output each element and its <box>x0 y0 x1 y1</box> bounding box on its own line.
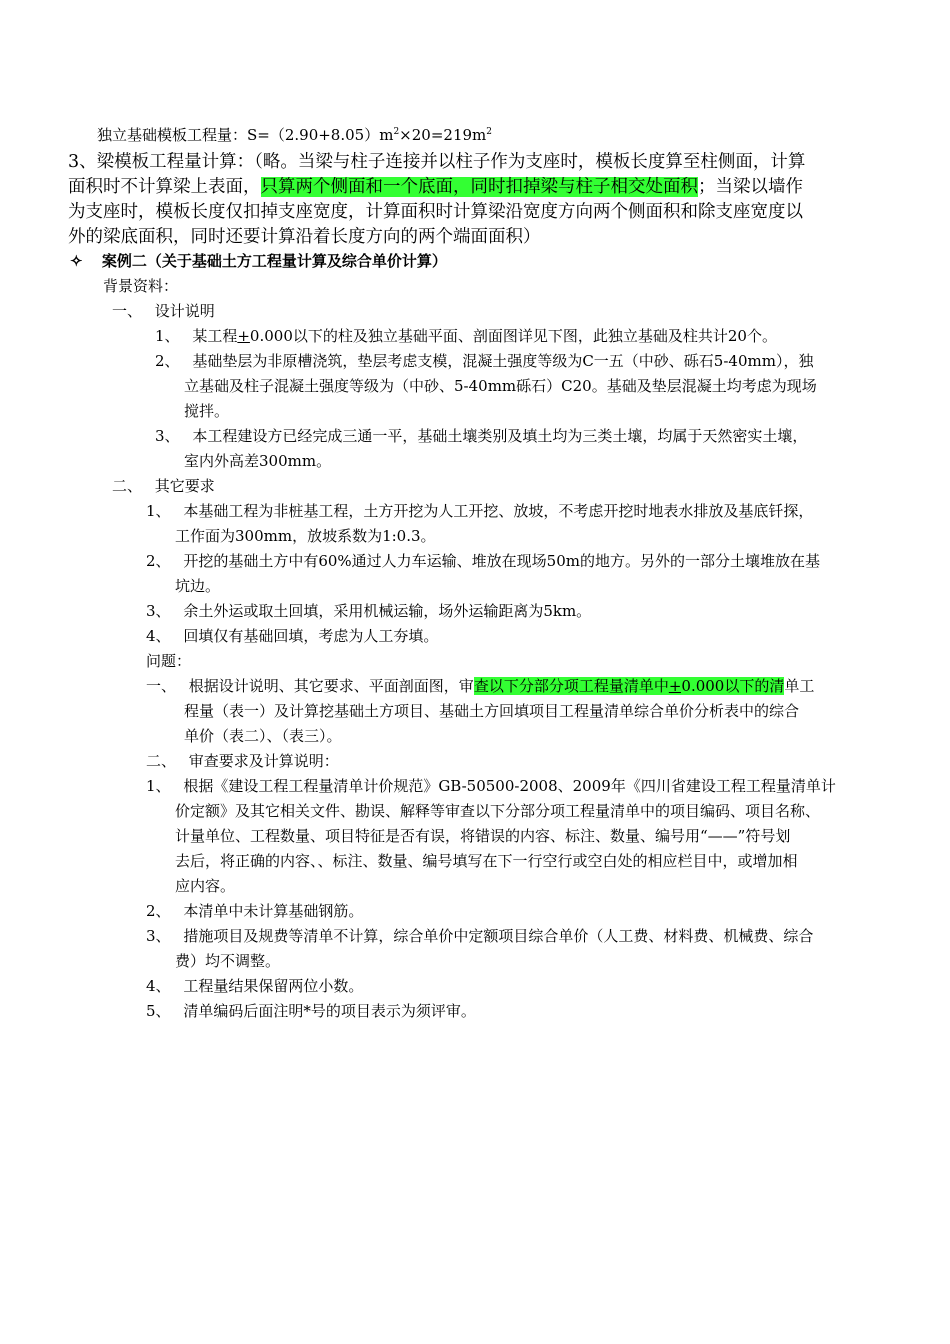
item-number: 5、 <box>146 1002 171 1020</box>
beam-text: 面积时不计算梁上表面， <box>68 177 261 197</box>
item-number: 2、 <box>155 352 180 370</box>
item-text: + <box>237 327 250 345</box>
item-text: 回填仅有基础回填，考虑为人工夯填。 <box>183 627 439 645</box>
item-text: 根据设计说明、其它要求、平面剖面图，审 <box>188 677 474 695</box>
beam-text: ；当梁以墙作 <box>698 177 803 197</box>
item-number: 1、 <box>146 777 171 795</box>
list-item <box>146 550 820 572</box>
beam-paragraph-line: 外的梁底面积，同时还要计算沿着长度方向的两个端面面积） <box>68 227 541 247</box>
list-item <box>146 975 363 997</box>
item-number: 4、 <box>146 977 171 995</box>
item-number: 4、 <box>146 627 171 645</box>
item-continuation: 计量单位、工程数量、项目特征是否有误，将错误的内容、标注、数量、编号用“——”符号划 <box>175 827 791 845</box>
item-text: 本工程建设方已经完成三通一平，基础土壤类别及填土均为三类土壤，均属于天然密实土壤， <box>192 427 808 445</box>
item-text: 某工程 <box>192 327 238 345</box>
list-item <box>146 625 438 647</box>
item-number: 2、 <box>146 552 171 570</box>
item-text: 本清单中未计算基础钢筋。 <box>183 902 364 920</box>
formula-text: 独立基础模板工程量：S=（2.90+8.05）m <box>97 126 394 144</box>
highlighted-text: 只算两个侧面和一个底面，同时扣掉梁与柱子相交处面积 <box>260 177 698 197</box>
list-item <box>146 775 836 797</box>
item-number: 二、 <box>146 752 177 770</box>
question-label: 问题： <box>146 652 192 670</box>
item-text: 开挖的基础土方中有60%通过人力车运输、堆放在现场50m的地方。另外的一部分土壤堆放在基 <box>183 552 820 570</box>
item-text: 0.000以下的柱及独立基础平面、剖面图详见下图，此独立基础及柱共计20个。 <box>249 327 777 345</box>
item-number: 1、 <box>155 327 180 345</box>
highlighted-text: + <box>668 677 682 695</box>
beam-paragraph-line: 为支座时，模板长度仅扣掉支座宽度，计算面积时计算梁沿宽度方向两个侧面积和除支座宽度以 <box>68 202 803 222</box>
list-item <box>155 350 813 372</box>
item-text: 根据《建设工程工程量清单计价规范》GB-50500-2008、2009年《四川省建设工程工程量清单计 <box>183 777 836 795</box>
section-heading <box>112 300 215 322</box>
item-number: 一、 <box>146 677 177 695</box>
item-continuation: 室内外高差300mm。 <box>184 452 332 470</box>
beam-paragraph-line: 3、梁模板工程量计算：（略。当梁与柱子连接并以柱子作为支座时，模板长度算至柱侧面，计算 <box>68 152 806 172</box>
list-item <box>146 600 591 622</box>
list-item <box>155 425 807 447</box>
background-label: 背景资料： <box>103 277 179 295</box>
item-continuation: 单价（表二）、（表三）。 <box>184 727 342 745</box>
item-number: 3、 <box>146 602 171 620</box>
item-continuation: 程量（表一）及计算挖基础土方项目、基础土方回填项目工程量清单综合单价分析表中的综合 <box>184 702 800 720</box>
item-text: 单工 <box>784 677 815 695</box>
formula-line <box>97 124 492 146</box>
item-continuation: 去后，将正确的内容、、标注、数量、编号填写在下一行空行或空白处的相应栏目中，或增加相 <box>175 852 798 870</box>
list-item <box>146 925 813 947</box>
formula-text: ×20=219m <box>399 126 487 144</box>
section-title: 设计说明 <box>154 302 215 320</box>
list-item <box>146 1000 476 1022</box>
case-title: 案例二（关于基础土方工程量计算及综合单价计算） <box>101 252 447 270</box>
item-continuation: 坑边。 <box>175 577 221 595</box>
highlighted-text: 0.000以下的清 <box>681 677 785 695</box>
item-number: 3、 <box>155 427 180 445</box>
formula-sup: 2 <box>486 127 492 137</box>
case-heading <box>70 250 447 272</box>
section-heading <box>112 475 215 497</box>
section-title: 审查要求及计算说明： <box>188 752 339 770</box>
item-number: 2、 <box>146 902 171 920</box>
section-heading <box>146 750 339 772</box>
item-text: 余土外运或取土回填，采用机械运输，场外运输距离为5km。 <box>183 602 592 620</box>
diamond-bullet-icon: ✧ <box>70 252 83 270</box>
item-continuation: 应内容。 <box>175 877 236 895</box>
section-title: 其它要求 <box>154 477 215 495</box>
item-number: 1、 <box>146 502 171 520</box>
item-text: 措施项目及规费等清单不计算，综合单价中定额项目综合单价（人工费、材料费、机械费、综合 <box>183 927 814 945</box>
highlighted-text: 查以下分部分项工程量清单中 <box>473 677 669 695</box>
item-number: 3、 <box>146 927 171 945</box>
formula-sup: 2 <box>393 127 400 137</box>
list-item <box>146 900 363 922</box>
item-text: 基础垫层为非原槽浇筑，垫层考虑支模，混凝土强度等级为C一五（中砂、砾石5-40mm），独 <box>192 352 814 370</box>
list-item <box>146 500 813 522</box>
item-text: 工程量结果保留两位小数。 <box>183 977 364 995</box>
section-number: 一、 <box>112 302 143 320</box>
question-item <box>146 675 814 697</box>
beam-paragraph-line <box>68 174 803 200</box>
section-number: 二、 <box>112 477 143 495</box>
list-item <box>155 325 777 347</box>
item-continuation: 工作面为300mm，放坡系数为1:0.3。 <box>175 527 436 545</box>
item-continuation: 搅拌。 <box>184 402 230 420</box>
item-continuation: 费）均不调整。 <box>175 952 281 970</box>
item-text: 本基础工程为非桩基工程，土方开挖为人工开挖、放坡，不考虑开挖时地表水排放及基底钎探， <box>183 502 814 520</box>
item-continuation: 立基础及柱子混凝土强度等级为（中砂、5-40mm砾石）C20。基础及垫层混凝土均考虑为现场 <box>184 377 817 395</box>
item-text: 清单编码后面注明*号的项目表示为须评审。 <box>183 1002 476 1020</box>
item-continuation: 价定额》及其它相关文件、勘误、解释等审查以下分部分项工程量清单中的项目编码、项目名称、 <box>175 802 821 820</box>
